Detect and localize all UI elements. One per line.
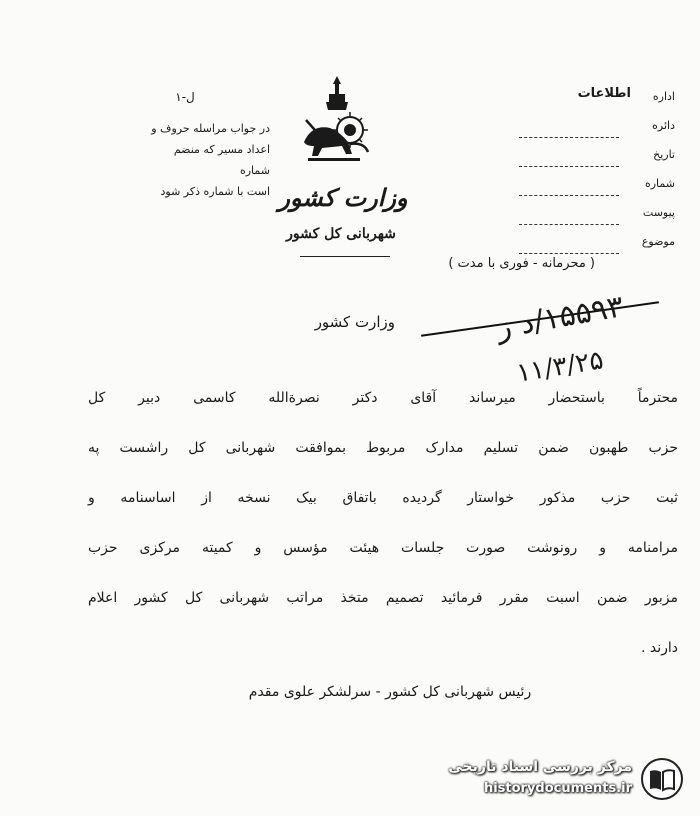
field-line (519, 166, 619, 167)
form-field-number (505, 173, 675, 202)
body-line: مرامنامه و رونوشت صورت جلسات هیئت مؤسس و کمیته مرکزی حزب (88, 540, 678, 556)
field-line (519, 253, 619, 254)
signature-line: رئیس شهربانی کل کشور - سرلشکر علوی مقدم (248, 684, 532, 700)
field-label: پیوست (642, 206, 675, 219)
watermark-name: مرکز بررسی اسناد تاریخی (448, 759, 632, 775)
ministry-title: وزارت کشور (278, 183, 408, 212)
field-value: اطلاعات (577, 86, 631, 101)
reference-instructions (150, 118, 270, 202)
body-line: مزبور ضمن اسبت مقرر فرمائید تصمیم متخذ مراتب شهربانی کل کشور اعلام (88, 590, 678, 606)
reference-code: ل-۱ (175, 90, 195, 104)
field-label: موضوع (641, 235, 675, 248)
lion-and-sun-crown-icon (292, 72, 382, 172)
ministry-subtitle: شهربانی کل کشور (286, 226, 396, 242)
form-field-attachment (505, 202, 675, 231)
field-line (519, 224, 619, 225)
addressee: وزارت کشور (314, 313, 395, 331)
registration-date: ۱۱/۳/۲۵ (514, 345, 606, 389)
letterhead-form-fields (505, 86, 675, 260)
field-line (519, 137, 619, 138)
field-label: تاریخ (653, 148, 675, 161)
registration-number: ۱۵۵۹۳/د ز (493, 289, 627, 346)
field-label: دائره (652, 119, 675, 132)
body-line: دارند . (640, 640, 678, 656)
open-book-icon (640, 757, 684, 801)
reference-instruction-line: در جواب مراسله حروف و (151, 122, 270, 135)
form-field-section (505, 115, 675, 144)
form-field-date (505, 144, 675, 173)
divider (300, 256, 390, 257)
reference-instruction-line: است با شماره ذکر شود (160, 185, 270, 198)
field-label: اداره (652, 90, 675, 103)
form-field-department (505, 86, 675, 115)
field-label: شماره (644, 177, 675, 190)
watermark-url: historydocuments.ir (483, 781, 632, 796)
body-line: حزب طهبون ضمن تسلیم مدارک مربوط بموافقت شهربانی کل راشست په (88, 440, 678, 456)
field-line (519, 195, 619, 196)
watermark (420, 753, 690, 803)
body-line: محترماً باستحضار میرساند آقای دکتر نصرةالله کاسمی دبیر کل (88, 390, 678, 406)
classification-note: ( محرمانه - فوری با مدت ) (448, 256, 595, 271)
body-line: ثبت حزب مذکور خواستار گردیده باتفاق بیک نسخه از اساسنامه و (88, 490, 678, 506)
letter-body (88, 390, 678, 690)
reference-instruction-line: اعداد مسیر که منضم شماره (173, 143, 270, 177)
